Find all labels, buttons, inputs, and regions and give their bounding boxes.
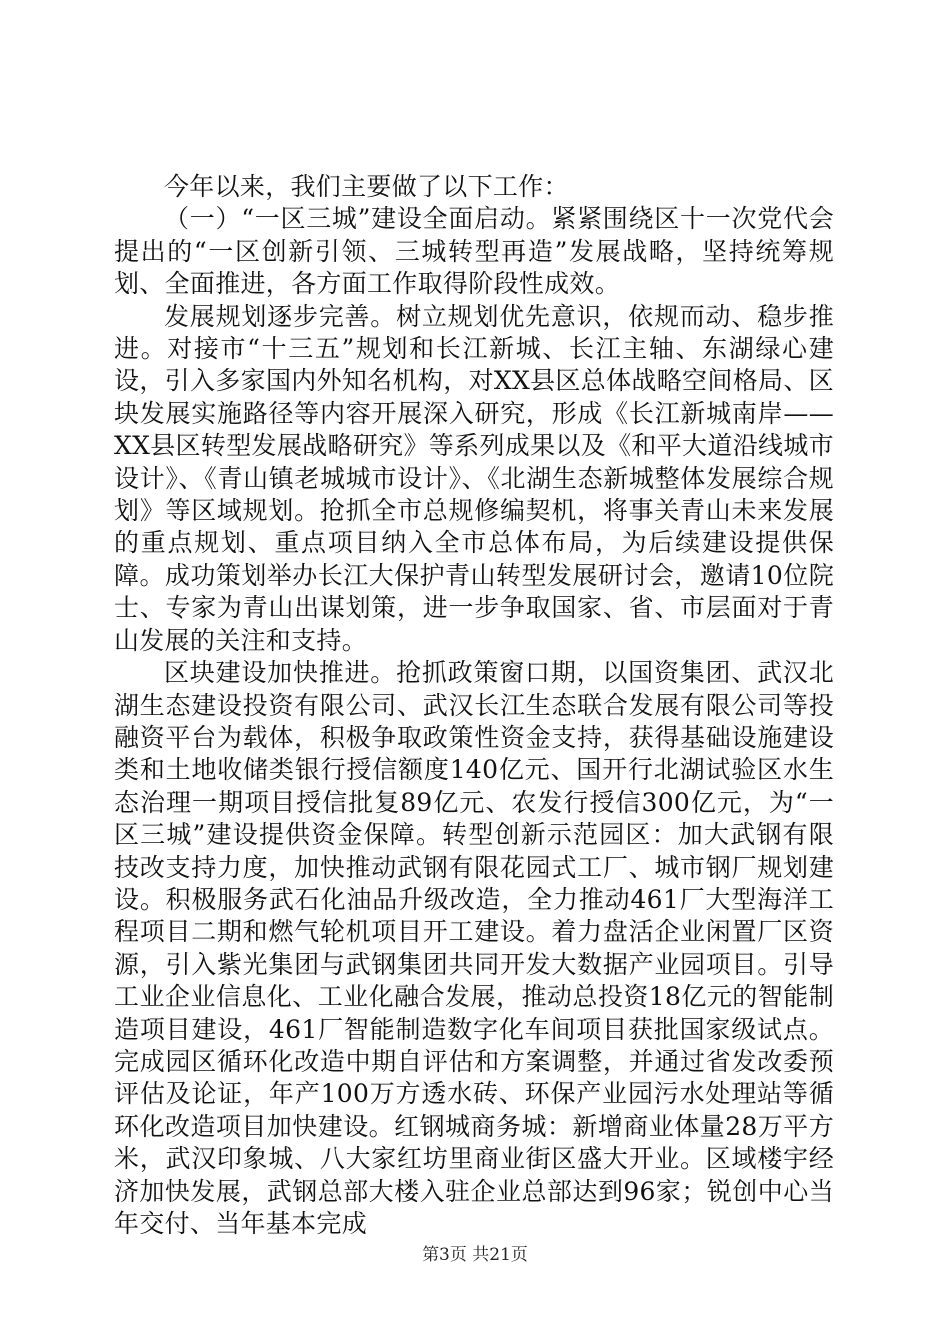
paragraph-planning: 发展规划逐步完善。树立规划优先意识，依规而动、稳步推进。对接市“十三五”规划和长江新城、长江主轴、东湖绿心建设，引入多家国内外知名机构，对XX县区总体战略空间格局、区块发展实施路径等内容开展深入研究，形成《长江新城南岸——XX县区转型发展战略研究》等系列成果以及《和平大道沿线城市设计》、《青山镇老城城市设计》、《北湖生态新城整体发展综合规划》等区域规划。抢抓全市总规修编契机，将事关青山未来发展的重点规划、重点项目纳入全市总体布局，为后续建设提供保障。成功策划举办长江大保护青山转型发展研讨会，邀请10位院士、专家为青山出谋划策，进一步争取国家、省、市层面对于青山发展的关注和支持。 [114,301,834,655]
page-footer: 第3页 共21页 [422,1245,528,1265]
paragraph-section-one: （一）“一区三城”建设全面启动。紧紧围绕区十一次党代会提出的“一区创新引领、三城转型再造”发展战略，坚持统筹规划、全面推进，各方面工作取得阶段性成效。 [114,204,834,299]
paragraph-block-construction: 区块建设加快推进。抢抓政策窗口期，以国资集团、武汉北湖生态建设投资有限公司、武汉长江生态联合发展有限公司等投融资平台为载体，积极争取政策性资金支持，获得基础设施建设类和土地收储类银行授信额度140亿元、国开行北湖试验区水生态治理一期项目授信批复89亿元、农发行授信300亿元，为“一区三城”建设提供资金保障。转型创新示范园区：加大武钢有限技改支持力度，加快推动武钢有限花园式工厂、城市钢厂规划建设。积极服务武石化油品升级改造，全力推动461厂大型海洋工程项目二期和燃气轮机项目开工建设。着力盘活企业闲置厂区资源，引入紫光集团与武钢集团共同开发大数据产业园项目。引导工业企业信息化、工业化融合发展，推动总投资18亿元的智能制造项目建设，461厂智能制造数字化车间项目获批国家级试点。完成园区循环化改造中期自评估和方案调整，并通过省发改委预评估及论证，年产100万方透水砖、环保产业园污水处理站等循环化改造项目加快建设。红钢城商务城：新增商业体量28万平方米，武汉印象城、八大家红坊里商业街区盛大开业。区域楼宇经济加快发展，武钢总部大楼入驻企业总部达到96家；锐创中心当年交付、当年基本完成 [114,658,834,1238]
paragraph-intro: 今年以来，我们主要做了以下工作： [164,172,569,201]
document-body [114,171,834,1240]
